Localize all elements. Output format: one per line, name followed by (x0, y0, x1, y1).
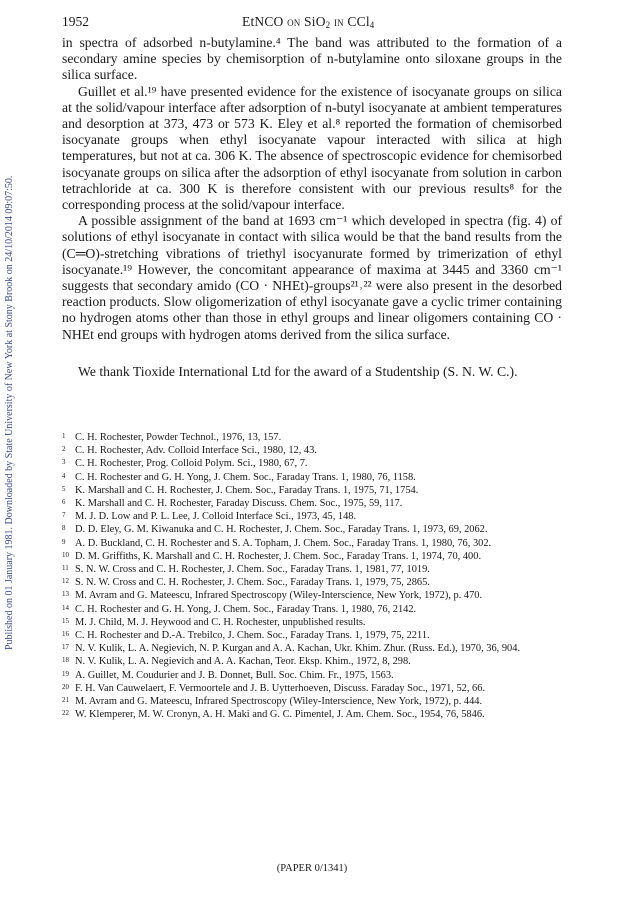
reference-item (62, 616, 562, 629)
reference-list (62, 431, 562, 721)
reference-number: 21 (62, 696, 69, 705)
reference-number: 13 (62, 590, 69, 599)
reference-number: 22 (62, 709, 69, 718)
reference-number: 19 (62, 669, 69, 678)
reference-number: 8 (62, 524, 66, 533)
reference-item (62, 682, 562, 695)
reference-text: D. D. Eley, G. M. Kiwanuka and C. H. Rochester, J. Chem. Soc., Faraday Trans. 1, 1973, 69, 2062. (75, 524, 488, 536)
reference-text: D. M. Griffiths, K. Marshall and C. H. Rochester, J. Chem. Soc., Faraday Trans. 1, 1974, 70, 400. (75, 550, 482, 562)
paragraph-band-assignment: A possible assignment of the band at 1693 cm⁻¹ which developed in spectra (fig. 4) of solutions of ethyl isocyanate in contact with silica would be that the band results from the (C═O)-stretching vibrations of triethyl isocyanurate formed by trimerization of ethyl isocyanate.¹⁹ However, the concomitant appearance of maxima at 3445 and 3360 cm⁻¹ suggests that secondary amido (CO · NHEt)-groups²¹˒²² were also present in the desorbed reaction products. Slow oligomerization of ethyl isocyanate gave a cyclic trimer containing no hydrogen atoms other than those in ethyl groups and linear oligomers containing CO · NHEt end groups with hydrogen atoms derived from the silica surface. (62, 213, 562, 342)
reference-number: 18 (62, 656, 69, 665)
reference-number: 2 (62, 445, 66, 454)
reference-item (62, 550, 562, 563)
reference-number: 17 (62, 643, 69, 652)
reference-text: N. V. Kulik, L. A. Negievich, N. P. Kurgan and A. A. Kachan, Ukr. Khim. Zhur. (Russ. Ed.), 1970, 36, 904. (75, 643, 521, 655)
reference-number: 12 (62, 577, 69, 586)
reference-item (62, 655, 562, 668)
reference-number: 16 (62, 630, 69, 639)
page-header (62, 14, 562, 32)
reference-text: M. J. D. Low and P. L. Lee, J. Colloid Interface Sci., 1973, 45, 148. (75, 511, 357, 523)
reference-number: 6 (62, 498, 66, 507)
acknowledgement: We thank Tioxide International Ltd for the award of a Studentship (S. N. W. C.). (78, 363, 518, 379)
reference-number: 4 (62, 471, 66, 480)
reference-number: 5 (62, 484, 66, 493)
reference-text: K. Marshall and C. H. Rochester, J. Chem. Soc., Faraday Trans. 1, 1975, 71, 1754. (75, 484, 419, 496)
reference-number: 7 (62, 511, 66, 520)
reference-item (62, 510, 562, 523)
reference-item (62, 603, 562, 616)
reference-text: W. Klemperer, M. W. Cronyn, A. H. Maki and G. C. Pimentel, J. Am. Chem. Soc., 1954, 76, 5846. (75, 709, 485, 721)
reference-number: 14 (62, 603, 69, 612)
reference-item (62, 444, 562, 457)
reference-text: S. N. W. Cross and C. H. Rochester, J. Chem. Soc., Faraday Trans. 1, 1979, 75, 2865. (75, 577, 430, 589)
reference-number: 1 (62, 432, 66, 440)
reference-item (62, 523, 562, 536)
paragraph-guillet: Guillet et al.¹⁹ have presented evidence for the existence of isocyanate groups on silica at the solid/vapour interface after adsorption of n-butyl isocyanate at ambient temperatures and desorption at 373, 473 or 573 K. Eley et al.⁸ reported the formation of chemisorbed isocyanate groups when ethyl isocyanate vapour interacted with silica at high temperatures, but not at ca. 306 K. The absence of spectroscopic evidence for chemisorbed isocyanate groups on silica after the adsorption of ethyl isocyanate from solution in carbon tetrachloride at ca. 300 K is therefore consistent with our previous results⁸ for the corresponding process at the solid/vapour interface. (62, 83, 562, 213)
reference-item (62, 484, 562, 497)
reference-item (62, 431, 562, 444)
reference-text: A. Guillet, M. Coudurier and J. B. Donnet, Bull. Soc. Chim. Fr., 1975, 1563. (75, 669, 394, 681)
paper-code: (PAPER 0/1341) (276, 863, 348, 874)
reference-item (62, 563, 562, 576)
reference-item (62, 589, 562, 602)
reference-number: 9 (62, 537, 66, 546)
reference-number: 10 (62, 550, 69, 559)
reference-number: 15 (62, 616, 69, 625)
reference-item (62, 576, 562, 589)
reference-item (62, 457, 562, 470)
reference-text: S. N. W. Cross and C. H. Rochester, J. Chem. Soc., Faraday Trans. 1, 1981, 77, 1019. (75, 564, 430, 576)
reference-text: C. H. Rochester, Prog. Colloid Polym. Sci., 1980, 67, 7. (75, 458, 308, 470)
reference-text: N. V. Kulik, L. A. Negievich and A. A. Kachan, Teor. Eksp. Khim., 1972, 8, 298. (75, 656, 411, 668)
reference-item (62, 695, 562, 708)
reference-text: C. H. Rochester and G. H. Yong, J. Chem. Soc., Faraday Trans. 1, 1980, 76, 1158. (75, 471, 416, 483)
reference-item (62, 497, 562, 510)
reference-number: 3 (62, 458, 66, 467)
reference-text: C. H. Rochester, Adv. Colloid Interface Sci., 1980, 12, 43. (75, 445, 317, 457)
reference-number: 11 (62, 564, 69, 573)
reference-text: K. Marshall and C. H. Rochester, Faraday Discuss. Chem. Soc., 1975, 59, 117. (75, 498, 403, 510)
running-title: EtNCO on SiO$_2$ in CCl$_4$ (242, 14, 375, 30)
reference-item (62, 629, 562, 642)
article-body (62, 35, 562, 380)
reference-number: 20 (62, 682, 69, 691)
reference-text: C. H. Rochester and G. H. Yong, J. Chem. Soc., Faraday Trans. 1, 1980, 76, 2142. (75, 603, 417, 615)
reference-item (62, 708, 562, 721)
reference-text: C. H. Rochester, Powder Technol., 1976, 13, 157. (75, 432, 282, 443)
reference-text: C. H. Rochester and D.-A. Trebilco, J. Chem. Soc., Faraday Trans. 1, 1979, 75, 2211. (75, 630, 430, 642)
page-number: 1952 (62, 14, 89, 29)
reference-item (62, 471, 562, 484)
reference-text: M. Avram and G. Mateescu, Infrared Spectroscopy (Wiley-Interscience, New York, 1972), p. 444. (75, 696, 483, 708)
reference-item (62, 669, 562, 682)
reference-item (62, 642, 562, 655)
download-watermark: Published on 01 January 1981. Downloaded by State University of New York at Stony Brook on 24/10/2014 09:07:50. (4, 175, 15, 650)
paragraph-continued: in spectra of adsorbed n-butylamine.⁴ The band was attributed to the formation of a secondary amine species by chemisorption of n-butylamine onto siloxane groups in the silica surface. (62, 35, 562, 83)
reference-text: F. H. Van Cauwelaert, F. Vermoortele and J. B. Uytterhoeven, Discuss. Faraday Soc., 1971, 52, 66. (75, 682, 486, 694)
reference-text: M. Avram and G. Mateescu, Infrared Spectroscopy (Wiley-Interscience, New York, 1972), p. 470. (75, 590, 483, 602)
reference-text: A. D. Buckland, C. H. Rochester and S. A. Topham, J. Chem. Soc., Faraday Trans. 1, 1980, 76, 302. (75, 537, 492, 549)
reference-item (62, 537, 562, 550)
reference-text: M. J. Child, M. J. Heywood and C. H. Rochester, unpublished results. (75, 616, 366, 628)
